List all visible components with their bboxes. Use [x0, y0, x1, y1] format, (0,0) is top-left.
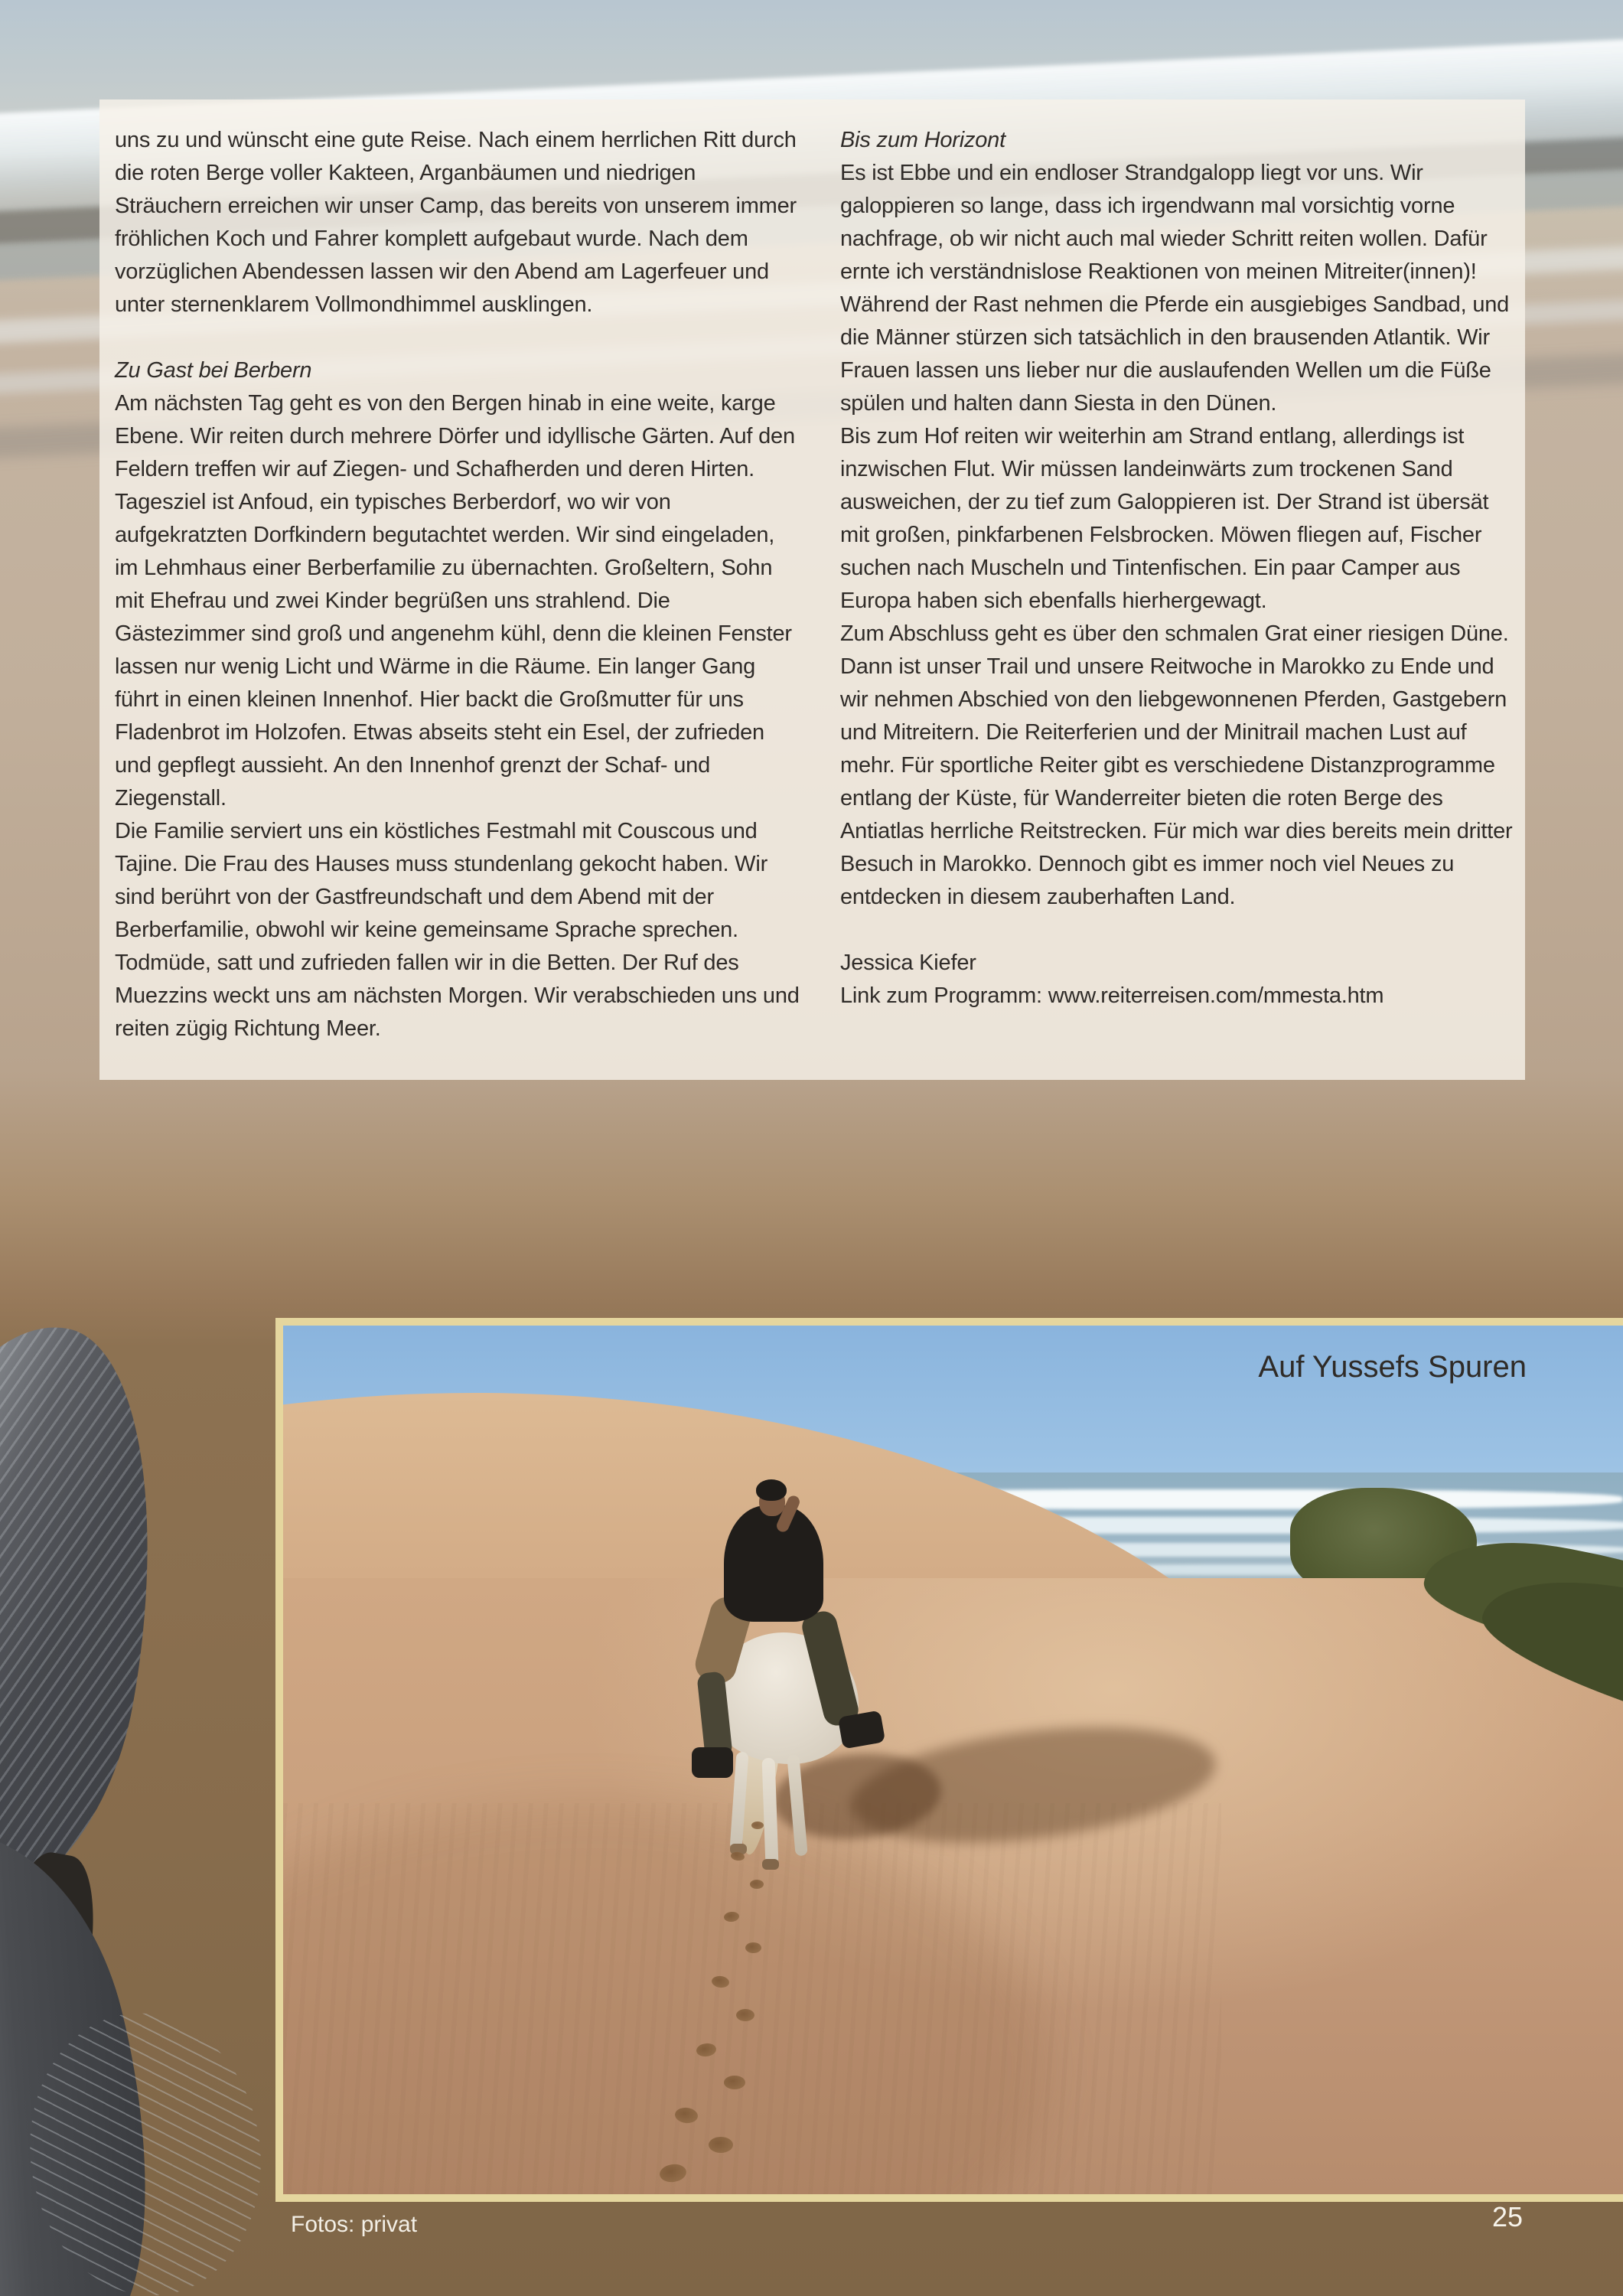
footprint	[750, 1880, 764, 1889]
yellow-strap	[0, 2165, 76, 2296]
horse-tail-fur	[0, 1306, 195, 1939]
body-paragraph: Zum Abschluss geht es über den schmalen Grat einer riesigen Düne. Dann ist unser Trail und unsere Reitwoche in Marokko zu Ende und wir nehmen Abschied von den liebgewonnenen Pferden, Gastgebern und Mitreitern. Die Reiterferien und der Minitrail machen Lust auf mehr. Für sportliche Reiter gibt es verschiedene Distanzprogramme entlang der Küste, für Wanderreiter bieten die roten Berge des Antiatlas herrliche Reitstrecken. Für mich war dies bereits mein dritter Besuch in Marokko. Dennoch gibt es immer noch viel Neues zu entdecken in diesem zauberhaften Land.	[840, 621, 1513, 909]
section-heading-berbern: Zu Gast bei Berbern	[115, 358, 312, 383]
footprint	[745, 1942, 761, 1953]
inset-photo	[275, 1318, 1623, 2202]
article-left-column	[115, 124, 803, 1045]
section-heading-horizont: Bis zum Horizont	[840, 128, 1005, 152]
article-right-column	[840, 124, 1523, 1013]
yellow-strap	[0, 1881, 70, 2221]
photo-credit: Fotos: privat	[291, 2212, 418, 2237]
program-link[interactable]: Link zum Programm: www.reiterreisen.com/mmesta.htm	[840, 983, 1384, 1008]
body-paragraph: Während der Rast nehmen die Pferde ein ausgiebiges Sandbad, und die Männer stürzen sich tatsächlich in den brausenden Atlantik. Wir Frauen lassen uns lieber nur die auslaufenden Wellen um die Füße spülen und halten dann Siesta in den Dünen.	[840, 292, 1510, 416]
photo-scene	[283, 1326, 1623, 2194]
page-number: 25	[1492, 2201, 1524, 2232]
photo-caption: Auf Yussefs Spuren	[1258, 1350, 1527, 1384]
rider-on-white-horse	[696, 1482, 880, 1819]
body-paragraph: Am nächsten Tag geht es von den Bergen hinab in eine weite, karge Ebene. Wir reiten durch mehrere Dörfer und idyllische Gärten. Auf den Feldern treffen wir auf Ziegen- und Schafherden und deren Hirten. Tagesziel ist Anfoud, ein typisches Berberdorf, wo wir von aufgekratzten Dorfkindern begutachtet werden. Wir sind eingeladen, im Lehmhaus einer Berberfamilie zu übernachten. Großeltern, Sohn mit Ehefrau und zwei Kinder begrüßen uns strahlend. Die Gästezimmer sind groß und angenehm kühl, denn die kleinen Fenster lassen nur wenig Licht und Wärme in die Räume. Ein langer Gang führt in einen kleinen Innenhof. Hier backt die Großmutter für uns Fladenbrot im Holzofen. Etwas abseits steht ein Esel, der zufrieden und gepflegt aussieht. An den Innenhof grenzt der Schaf- und Ziegenstall.	[115, 391, 795, 810]
intro-paragraph: uns zu und wünscht eine gute Reise. Nach einem herrlichen Ritt durch die roten Berge voller Kakteen, Arganbäumen und niedrigen Sträuchern erreichen wir unser Camp, das bereits von unserem immer fröhlichen Koch und Fahrer komplett aufgebaut wurde. Nach dem vorzüglichen Abendessen lassen wir den Abend am Lagerfeuer und unter sternenklarem Vollmondhimmel ausklingen.	[115, 128, 797, 317]
horse-tail-photo-strip	[0, 1301, 321, 2296]
fur-shadow	[0, 1846, 107, 2133]
footprint	[751, 1821, 764, 1829]
footprint	[736, 2009, 754, 2021]
author-byline: Jessica Kiefer	[840, 951, 976, 975]
tail-hair-wisps	[12, 1998, 279, 2296]
horse-hoof	[762, 1859, 779, 1870]
body-paragraph: Die Familie serviert uns ein köstliches Festmahl mit Couscous und Tajine. Die Frau des Hauses muss stundenlang gekocht haben. Wir sind berührt von der Gastfreundschaft und dem Abend mit der Berberfamilie, obwohl wir keine gemeinsame Sprache sprechen. Todmüde, satt und zufrieden fallen wir in die Betten. Der Ruf des Muezzins weckt uns am nächsten Morgen. Wir verabschieden uns und reiten zügig Richtung Meer.	[115, 819, 800, 1041]
rider-boot	[838, 1710, 885, 1749]
article-overlay	[99, 99, 1525, 1080]
footprint	[709, 2137, 733, 2153]
rider-torso	[724, 1505, 823, 1622]
horse-tail-fur	[0, 1801, 199, 2296]
body-paragraph: Bis zum Hof reiten wir weiterhin am Strand entlang, allerdings ist inzwischen Flut. Wir müssen landeinwärts zum trockenen Sand ausweichen, der zu tief zum Galoppieren ist. Der Strand ist übersät mit großen, pinkfarbenen Felsbrocken. Möwen fliegen auf, Fischer suchen nach Muscheln und Tintenfischen. Ein paar Camper aus Europa haben sich ebenfalls hierhergewagt.	[840, 424, 1489, 613]
body-paragraph: Es ist Ebbe und ein endloser Strandgalopp liegt vor uns. Wir galoppieren so lange, dass ich irgendwann mal vorsichtig vorne nachfrage, ob wir nicht auch mal wieder Schritt reiten wollen. Dafür ernte ich verständnislose Reaktionen von meinen Mitreiter(innen)!	[840, 161, 1488, 284]
footprint	[724, 2076, 745, 2089]
rider-boot	[692, 1747, 733, 1778]
rider-hair	[756, 1479, 787, 1501]
